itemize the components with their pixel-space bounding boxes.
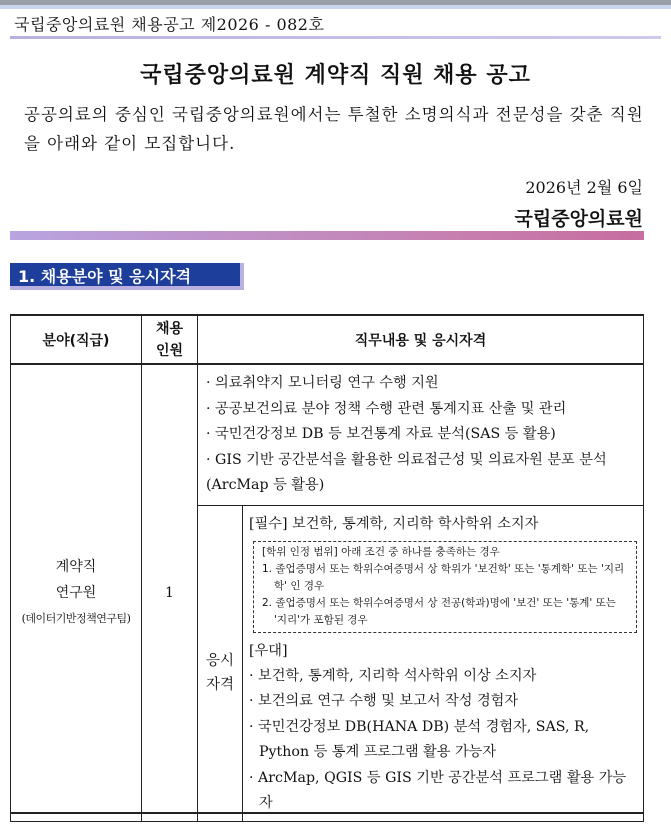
recruitment-table — [10, 314, 644, 822]
top-divider — [10, 36, 661, 39]
qualification-label-line2: 자격 — [205, 677, 234, 693]
table-bottom-rule — [10, 812, 644, 814]
cell-headcount: 1 — [142, 364, 198, 821]
table-header-row — [11, 315, 644, 364]
field-line1: 계약직 — [55, 558, 97, 575]
duty-item: · 공공보건의료 분야 정책 수행 관련 통계지표 산출 및 관리 — [206, 400, 567, 417]
degree-recognition-box — [253, 541, 637, 633]
required-qualification: [필수] 보건학, 통계학, 지리학 학사학위 소지자 — [249, 515, 539, 532]
qualification-body — [243, 506, 643, 821]
field-line2: 연구원 — [55, 584, 97, 601]
duty-item: · GIS 기반 공간분석을 활용한 의료접근성 및 의료자원 분포 분석(ArcMap 등 활용) — [206, 451, 607, 493]
intro-paragraph: 공공의료의 중심인 국립중앙의료원에서는 투철한 소명의식과 전문성을 갖춘 직원을 아래와 같이 모집합니다. — [24, 105, 644, 153]
preferred-item: · 국민건강정보 DB(HANA DB) 분석 경험자, SAS, R, Python 등 통계 프로그램 활용 가능자 — [249, 718, 590, 760]
field-line3: (데이터기반정책연구팀) — [21, 611, 131, 625]
degree-box-title: [학위 인정 범위] 아래 조건 중 하나를 충족하는 경우 — [262, 545, 500, 558]
preferred-item: · 보건학, 통계학, 지리학 석사학위 이상 소지자 — [249, 667, 537, 684]
column-header-field: 분야(직급) — [11, 315, 142, 364]
section-heading-recruitment: 1. 채용분야 및 응시자격 — [10, 263, 244, 290]
qualification-label-line1: 응시 — [205, 653, 234, 669]
notice-number: 국립중앙의료원 채용공고 제2026 - 082호 — [14, 15, 325, 34]
announcement-date: 2026년 2월 6일 — [525, 178, 643, 197]
preferred-item: · ArcMap, QGIS 등 GIS 기반 공간분석 프로그램 활용 가능자 — [249, 769, 627, 811]
top-accent-bar-secondary — [0, 5, 671, 9]
duty-item: · 의료취약지 모니터링 연구 수행 지원 — [206, 375, 439, 391]
degree-box-item: 1. 졸업증명서 또는 학위수여증명서 상 학위가 '보건학' 또는 '통계학' 또는 '지리학' 인 경우 — [262, 562, 625, 592]
preferred-item: · 보건의료 연구 수행 및 보고서 작성 경험자 — [249, 693, 519, 709]
preferred-label: [우대] — [249, 642, 288, 659]
column-header-duties: 직무내용 및 응시자격 — [198, 315, 644, 364]
cell-field — [11, 364, 142, 821]
page-title: 국립중앙의료원 계약직 직원 채용 공고 — [140, 63, 531, 88]
degree-box-item: 2. 졸업증명서 또는 학위수여증명서 상 전공(학과)명에 '보건' 또는 '통계' 또는 '지리'가 포함된 경우 — [262, 596, 616, 626]
cell-duties — [198, 364, 644, 505]
column-header-headcount-line2: 인원 — [155, 342, 184, 359]
organization-name: 국립중앙의료원 — [514, 208, 643, 230]
cell-qualifications — [198, 505, 644, 821]
qualification-label — [198, 506, 243, 821]
header-divider — [10, 231, 644, 240]
column-header-headcount-line1: 채용 — [155, 320, 184, 337]
column-header-headcount — [142, 315, 198, 364]
table-row — [11, 364, 644, 505]
duty-item: · 국민건강정보 DB 등 보건통계 자료 분석(SAS 등 활용) — [206, 426, 556, 442]
